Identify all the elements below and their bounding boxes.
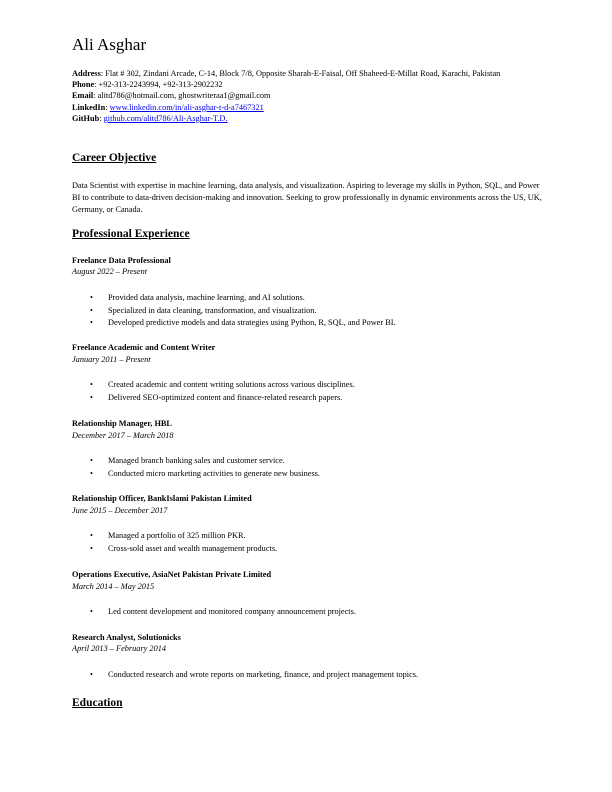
job-bullet: • Conducted research and wrote reports on marketing, finance, and project management topics. xyxy=(90,669,550,682)
job-title: Relationship Manager, HBL xyxy=(72,419,172,428)
career-objective-text: Data Scientist with expertise in machine learning, data analysis, and visualization. Aspiring to leverage my skills in Python, SQL, and Power BI to contribute to data-driven decision-making and innovation. Seeking to grow professionally in dynamic environments across the US, UK, Germany, or Canada. xyxy=(72,181,542,214)
email-label: Email xyxy=(72,91,94,101)
bullet-icon: • xyxy=(90,318,93,327)
job-dates: August 2022 – Present xyxy=(72,267,148,276)
job-dates: March 2014 – May 2015 xyxy=(72,582,155,591)
linkedin-label: LinkedIn xyxy=(72,102,106,112)
phone-row xyxy=(72,79,532,90)
job-bullet: • Managed a portfolio of 325 million PKR. xyxy=(90,530,550,543)
job-bullet: • Created academic and content writing solutions across various disciplines. xyxy=(90,379,550,392)
bullet-icon: • xyxy=(90,293,93,302)
email-value: : alitd786@hotmail.com, ghostwriteraa1@gmail.com xyxy=(93,91,271,101)
job-bullet: • Specialized in data cleaning, transformation, and visualization. xyxy=(90,305,550,318)
contact-block xyxy=(72,68,532,124)
job-bullet: • Provided data analysis, machine learning, and AI solutions. xyxy=(90,292,550,305)
job-bullet: • Developed predictive models and data strategies using Python, R, SQL, and Power BI. xyxy=(90,317,550,330)
bullet-icon: • xyxy=(90,607,93,616)
phone-value: : +92-313-2243994, +92-313-2902232 xyxy=(94,80,223,90)
bullet-icon: • xyxy=(90,380,93,389)
job-title: Research Analyst, Solutionicks xyxy=(72,633,181,642)
career-objective-heading: Career Objective xyxy=(72,152,157,164)
github-row xyxy=(72,113,532,124)
job-bullet-list xyxy=(90,530,550,555)
job-bullet-list xyxy=(90,606,550,619)
education-heading: Education xyxy=(72,697,123,709)
job-dates: January 2011 – Present xyxy=(72,355,151,364)
address-value: : Flat # 302, Zindani Arcade, C-14, Block 7/8, Opposite Sharah-E-Faisal, Off Shaheed-E-Millat Road, Karachi, Pakistan xyxy=(100,69,501,78)
bullet-icon: • xyxy=(90,305,93,315)
job-title: Freelance Data Professional xyxy=(72,256,171,265)
resume-name: Ali Asghar xyxy=(72,35,147,54)
github-separator: : xyxy=(99,113,104,123)
bullet-icon: • xyxy=(90,392,93,402)
address-label: Address xyxy=(72,69,101,78)
bullet-icon: • xyxy=(90,531,93,540)
job-dates: April 2013 – February 2014 xyxy=(72,644,167,653)
job-dates: December 2017 – March 2018 xyxy=(72,431,174,440)
job-bullet: • Delivered SEO-optimized content and finance-related research papers. xyxy=(90,392,550,405)
job-title: Operations Executive, AsiaNet Pakistan Private Limited xyxy=(72,570,272,579)
job-bullet-list xyxy=(90,455,550,480)
email-row xyxy=(72,90,532,101)
job-bullet: • Managed branch banking sales and customer service. xyxy=(90,455,550,468)
bullet-icon: • xyxy=(90,456,93,465)
linkedin-link[interactable]: www.linkedin.com/in/ali-asghar-t-d-a7467321 xyxy=(109,102,264,112)
linkedin-separator: : xyxy=(105,102,110,112)
job-bullet: • Cross-sold asset and wealth management products. xyxy=(90,543,550,556)
job-dates: June 2015 – December 2017 xyxy=(72,506,168,515)
job-bullet: • Led content development and monitored company announcement projects. xyxy=(90,606,550,619)
github-label: GitHub xyxy=(72,113,100,123)
bullet-icon: • xyxy=(90,543,93,553)
job-bullet: • Conducted micro marketing activities to generate new business. xyxy=(90,468,550,481)
phone-label: Phone xyxy=(72,80,95,90)
job-bullet-list xyxy=(90,379,550,404)
job-title: Freelance Academic and Content Writer xyxy=(72,343,216,352)
address-row xyxy=(72,68,532,79)
linkedin-row xyxy=(72,102,532,113)
professional-experience-heading: Professional Experience xyxy=(72,228,190,240)
bullet-icon: • xyxy=(90,468,93,478)
github-link[interactable]: github.com/alitd786/Ali-Asghar-T.D. xyxy=(103,113,228,123)
job-bullet-list xyxy=(90,669,550,682)
bullet-icon: • xyxy=(90,670,93,679)
job-title: Relationship Officer, BankIslami Pakistan Limited xyxy=(72,494,252,503)
job-bullet-list xyxy=(90,292,550,330)
